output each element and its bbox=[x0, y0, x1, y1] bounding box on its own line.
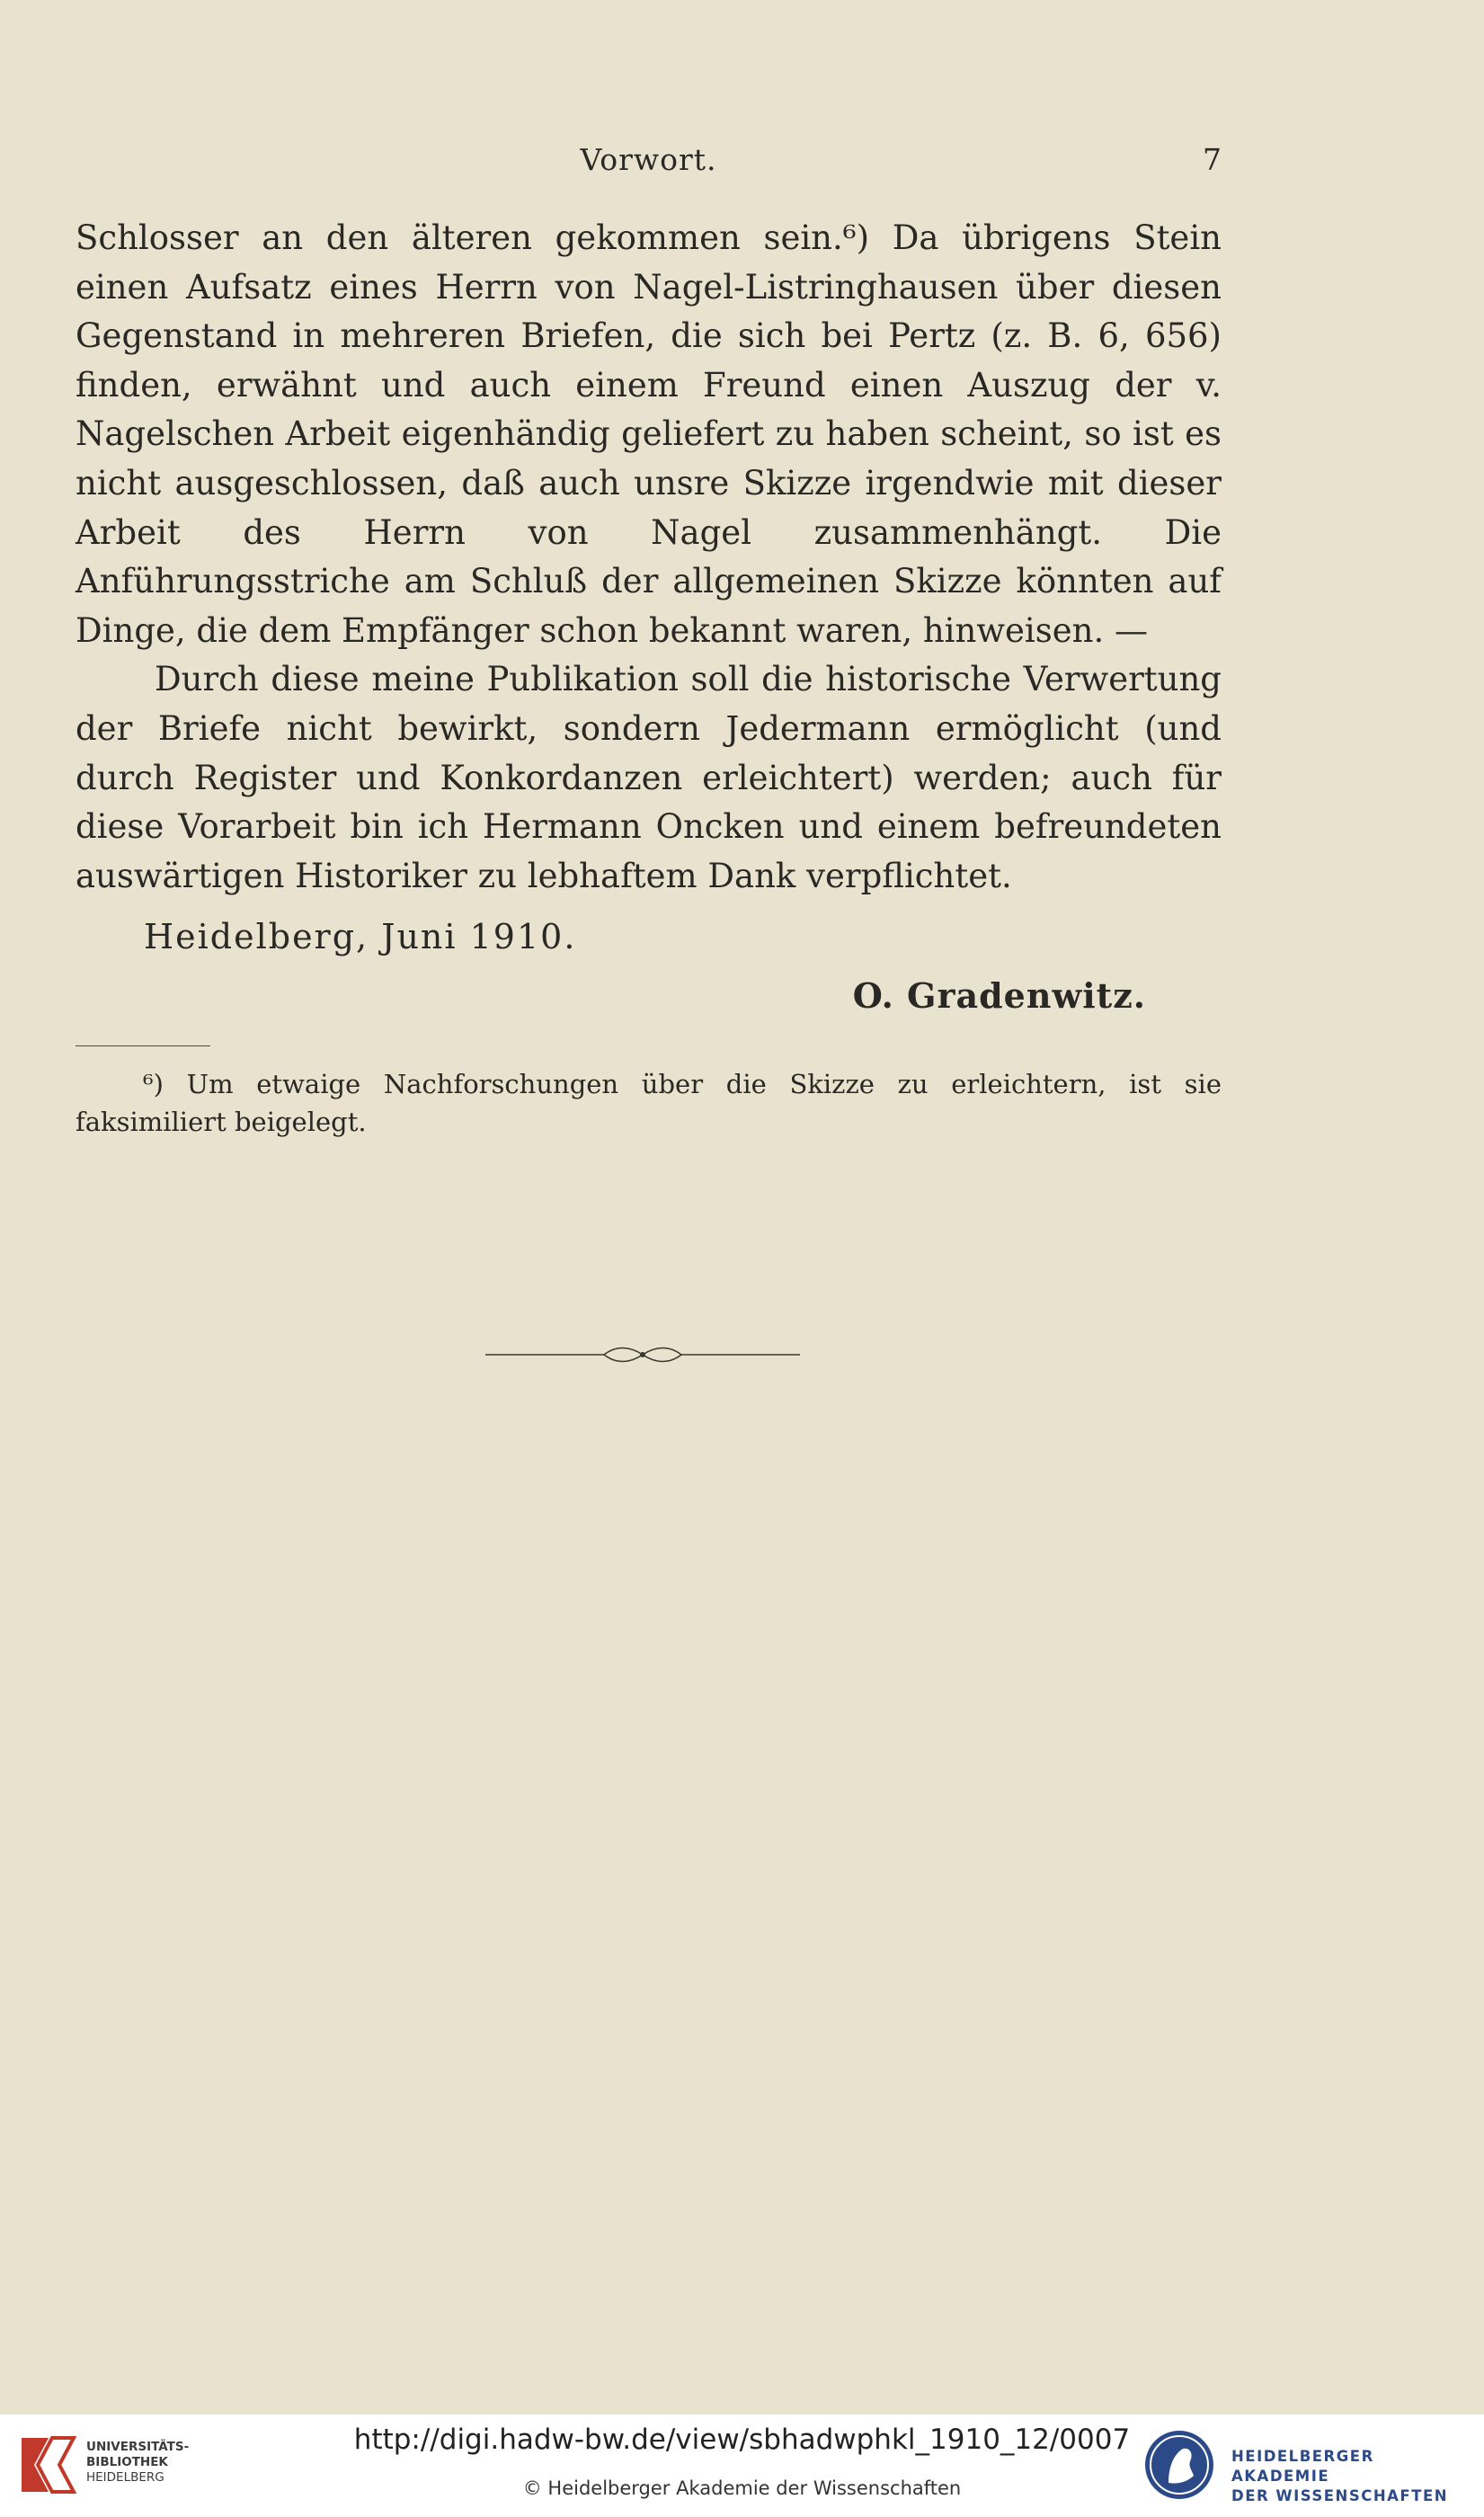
running-title: Vorwort. bbox=[580, 142, 717, 177]
footnote bbox=[76, 1065, 1222, 1141]
academy-logo-text: HEIDELBERGER AKADEMIE DER WISSENSCHAFTEN bbox=[1231, 2448, 1449, 2504]
running-head bbox=[76, 142, 1222, 185]
copyright-notice: © Heidelberger Akademie der Wissenschaften bbox=[522, 2477, 962, 2499]
footnote-rule bbox=[76, 1045, 210, 1046]
author-signature: O. Gradenwitz. bbox=[852, 975, 1146, 1016]
body-text bbox=[76, 214, 1222, 901]
paragraph-1: Schlosser an den älteren gekommen sein.⁶) Da übrigens Stein einen Aufsatz eines Herrn von Nagel-Listringhausen über diesen Gegenstand in mehreren Briefen, die sich bei Pertz (z. B. 6, 656) finden, erwähnt und auch einem Freund einen Auszug der v. Nagelschen Arbeit eigenhändig geliefert zu haben scheint, so ist es nicht ausgeschlossen, daß auch unsre Skizze irgendwie mit dieser Arbeit des Herrn von Nagel zusammenhängt. Die Anführungsstriche am Schluß der allgemeinen Skizze könnten auf Dinge, die dem Empfänger schon bekannt waren, hinweisen. — bbox=[76, 218, 1222, 650]
end-ornament bbox=[485, 1341, 800, 1368]
permalink-url[interactable]: http://digi.hadw-bw.de/view/sbhadwphkl_1910_12/0007 bbox=[353, 2424, 1131, 2456]
academy-logo[interactable] bbox=[1142, 2427, 1474, 2508]
page-number: 7 bbox=[1203, 142, 1222, 177]
paragraph-2: Durch diese meine Publikation soll die historische Verwertung der Briefe nicht bewirkt, sondern Jedermann ermöglicht (und durch Register und Konkordanzen erleichtert) werden; auch für diese Vorarbeit bin ich Hermann Oncken und einem befreundeten auswärtigen Historiker zu lebhaftem Dank verpflichtet. bbox=[76, 660, 1222, 895]
footnote-text: ⁶) Um etwaige Nachforschungen über die Skizze zu erleichtern, ist sie faksimiliert beigelegt. bbox=[76, 1069, 1222, 1137]
viewer-footer bbox=[0, 2415, 1484, 2517]
academy-seal-icon bbox=[1142, 2427, 1217, 2503]
library-logo-text: UNIVERSITÄTS- BIBLIOTHEK HEIDELBERG bbox=[86, 2440, 190, 2485]
place-date: Heidelberg, Juni 1910. bbox=[144, 917, 577, 956]
